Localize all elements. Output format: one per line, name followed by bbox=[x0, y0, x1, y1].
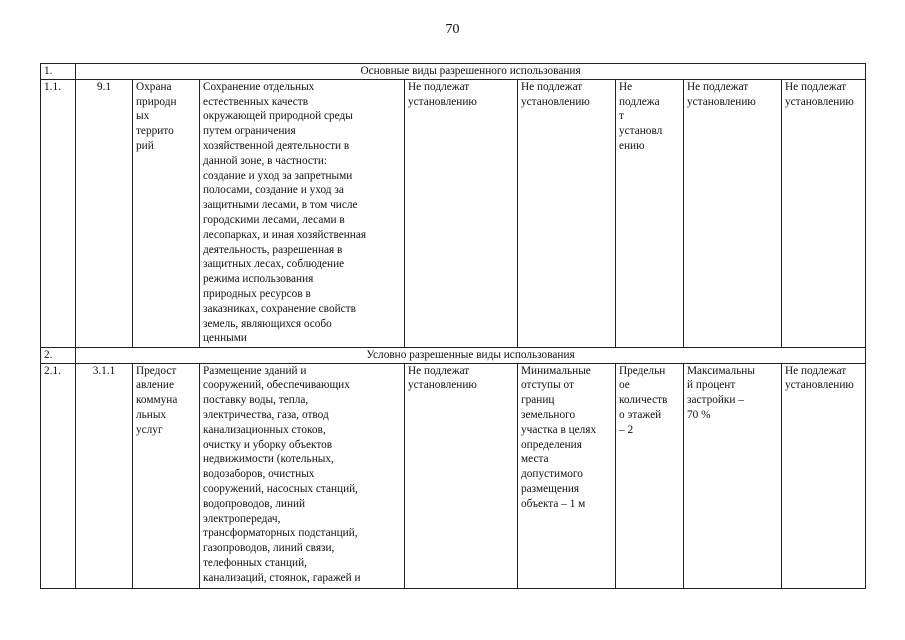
parameter-cell: Не подлежат установлению bbox=[782, 363, 866, 588]
section-header-row bbox=[41, 64, 866, 80]
land-use-table bbox=[40, 63, 866, 589]
use-name: Охрана природн ых террито рий bbox=[133, 79, 200, 347]
section-number: 1. bbox=[41, 64, 76, 80]
parameter-cell: Не подлежат установлению bbox=[405, 79, 518, 347]
section-header-row bbox=[41, 347, 866, 363]
parameter-cell: Минимальные отступы от границ земельного участка в целях определения места допустимого размещения объекта – 1 м bbox=[518, 363, 616, 588]
table-row bbox=[41, 363, 866, 588]
parameter-cell: Не подлежат установлению bbox=[518, 79, 616, 347]
row-number: 1.1. bbox=[41, 79, 76, 347]
row-number: 2.1. bbox=[41, 363, 76, 588]
section-title: Условно разрешенные виды использования bbox=[76, 347, 866, 363]
use-description: Размещение зданий и сооружений, обеспечивающих поставку воды, тепла, электричества, газа, отвод канализационных стоков, очистку и уборку объектов недвижимости (котельных, водозаборов, очистных сооружений, насосных станций, водопроводов, линий электропередач, трансформаторных подстанций, газопроводов, линий связи, телефонных станций, канализаций, стоянок, гаражей и bbox=[200, 363, 405, 588]
use-code: 3.1.1 bbox=[76, 363, 133, 588]
page-number: 70 bbox=[445, 22, 460, 37]
section-number: 2. bbox=[41, 347, 76, 363]
parameter-cell: Не подлежа т установл ению bbox=[616, 79, 684, 347]
parameter-cell: Максимальны й процент застройки – 70 % bbox=[684, 363, 782, 588]
table-row bbox=[41, 79, 866, 347]
section-title: Основные виды разрешенного использования bbox=[76, 64, 866, 80]
parameter-cell: Не подлежат установлению bbox=[405, 363, 518, 588]
use-name: Предост авление коммуна льных услуг bbox=[133, 363, 200, 588]
parameter-cell: Не подлежат установлению bbox=[684, 79, 782, 347]
use-description: Сохранение отдельных естественных качеств окружающей природной среды путем ограничения хозяйственной деятельности в данной зоне, в частности: создание и уход за запретными полосами, создание и уход за защитными лесами, в том числе городскими лесами, лесами в лесопарках, и иная хозяйственная деятельность, разрешенная в защитных лесах, соблюдение режима использования природных ресурсов в заказниках, сохранение свойств земель, являющихся особо ценными bbox=[200, 79, 405, 347]
parameter-cell: Предельн ое количеств о этажей – 2 bbox=[616, 363, 684, 588]
use-code: 9.1 bbox=[76, 79, 133, 347]
parameter-cell: Не подлежат установлению bbox=[782, 79, 866, 347]
